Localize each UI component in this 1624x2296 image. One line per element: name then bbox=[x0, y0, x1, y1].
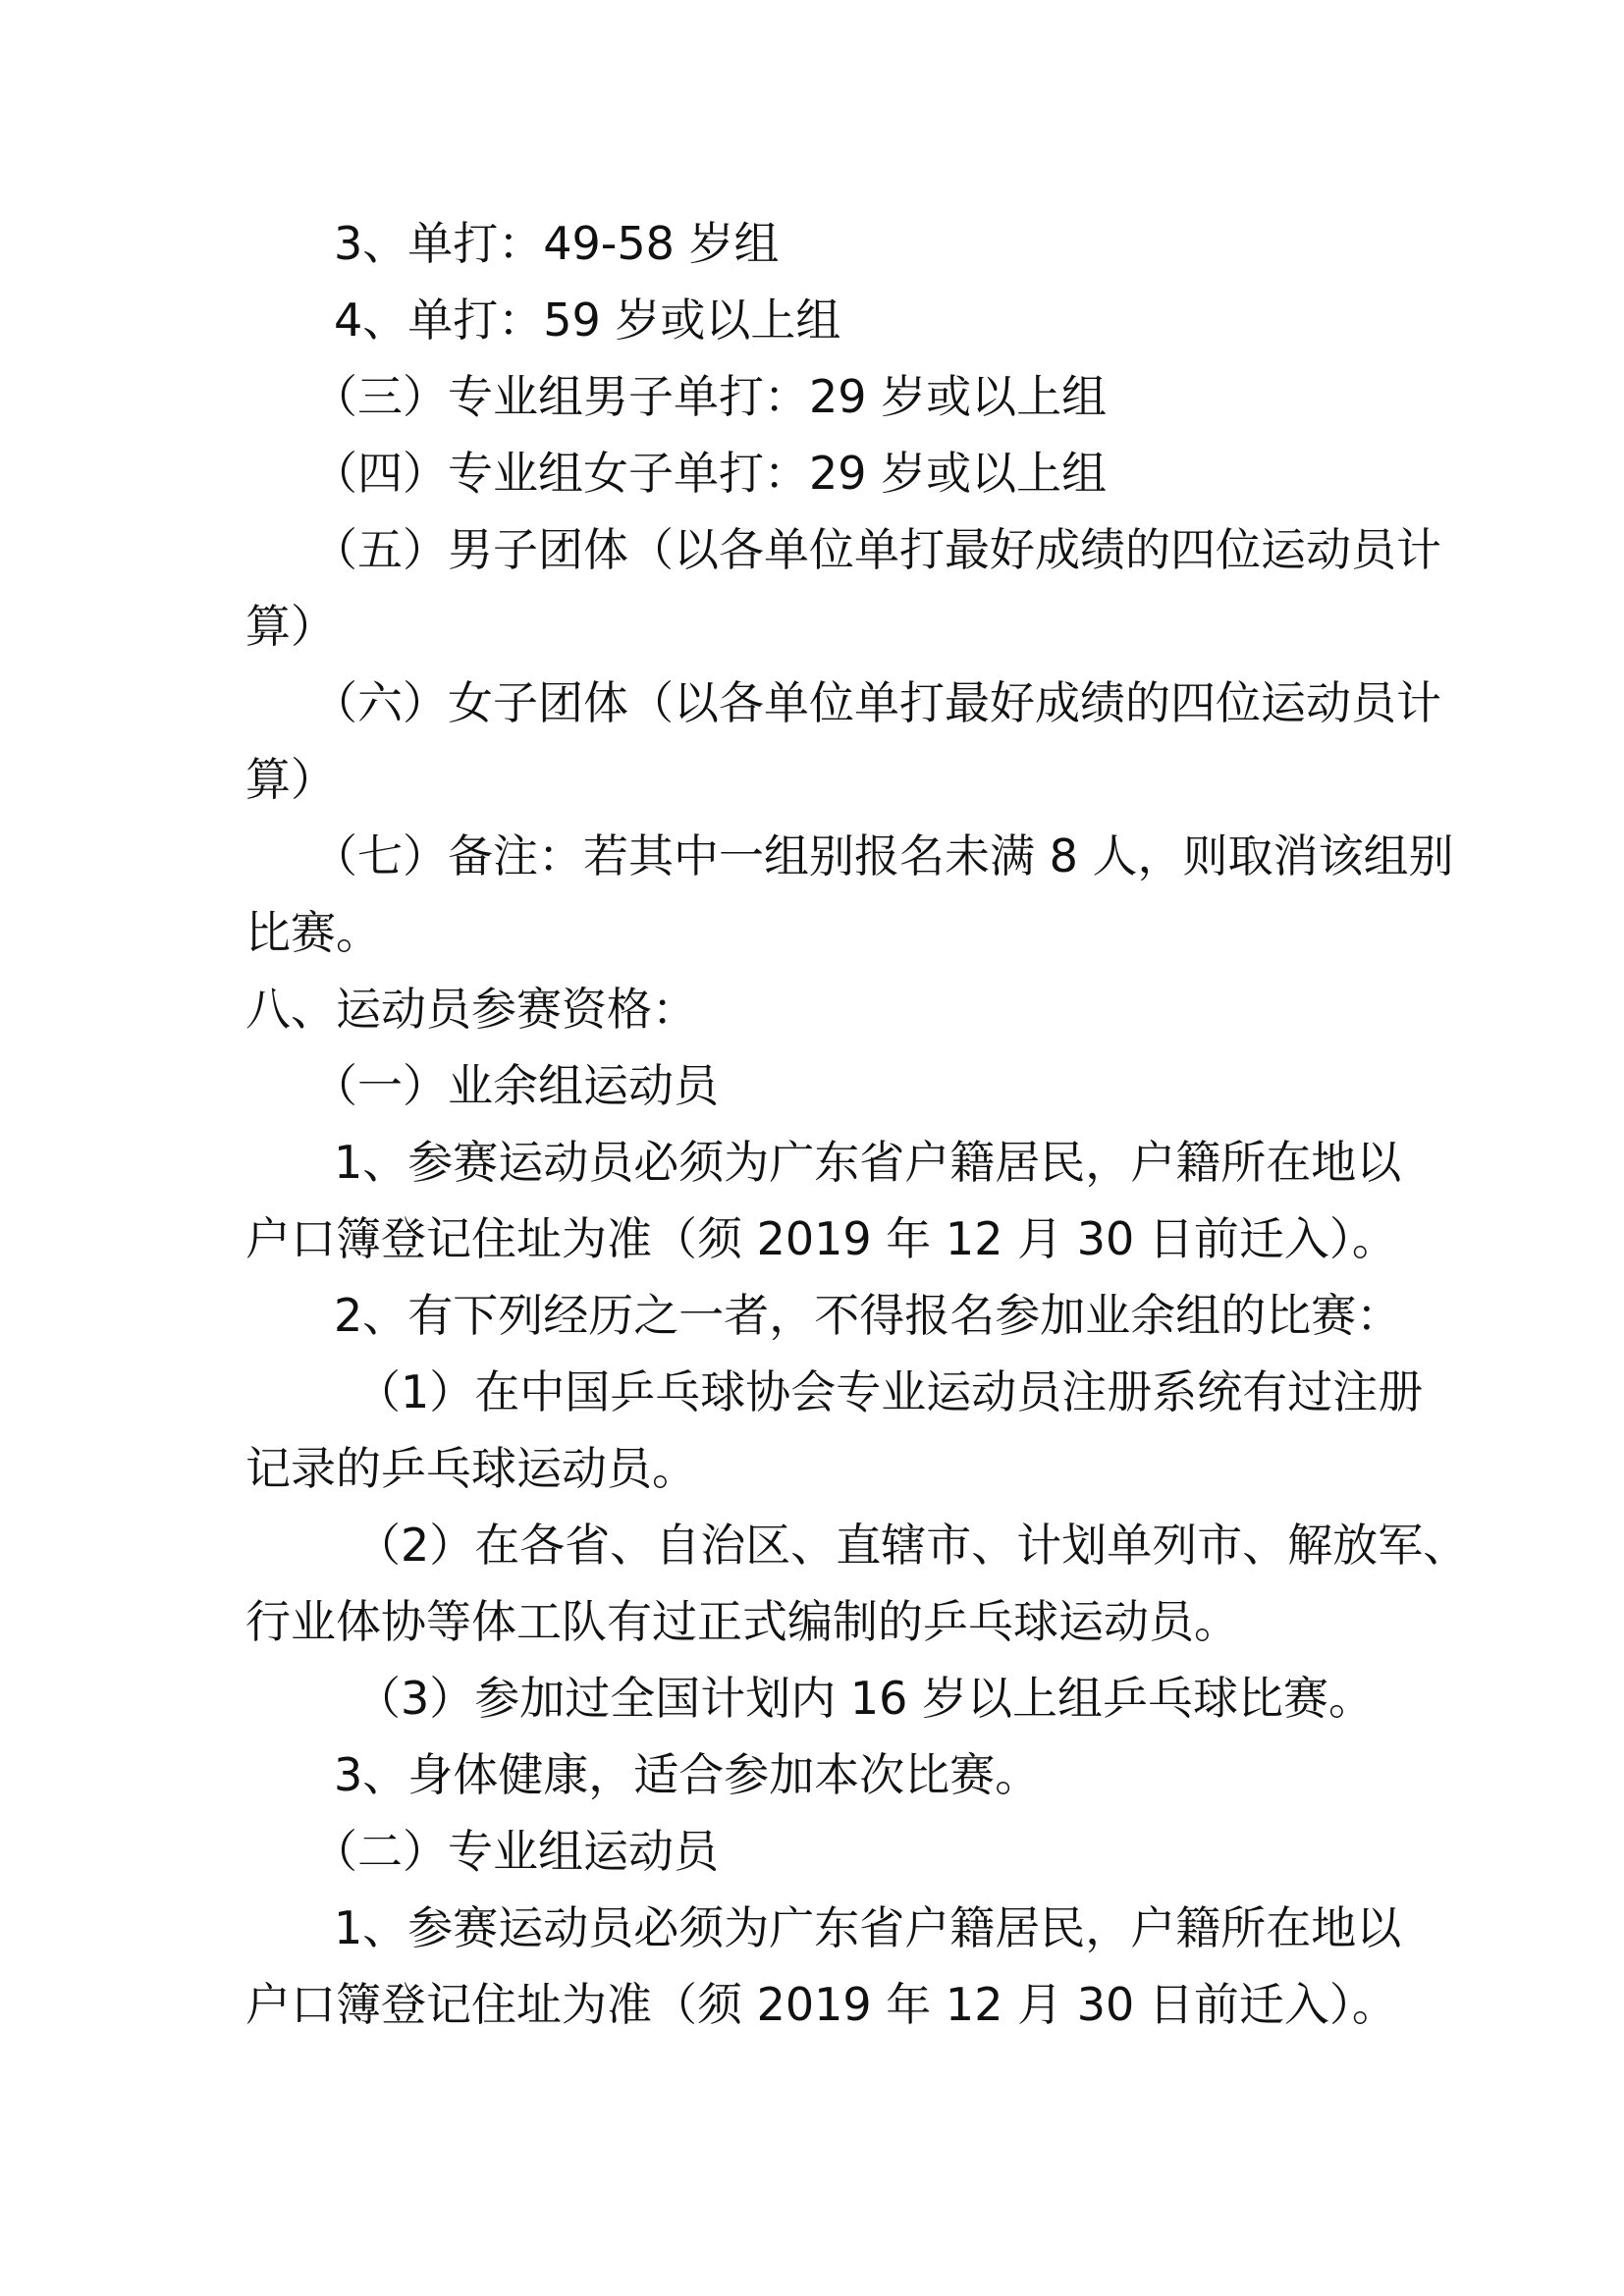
text-line-5: （五）男子团体（以各单位单打最好成绩的四位运动员计 bbox=[312, 523, 1441, 576]
text-line-17: 记录的乒乓球运动员。 bbox=[245, 1442, 697, 1495]
text-line-10: 比赛。 bbox=[245, 906, 381, 959]
text-line-1: 3、单打：49-58 岁组 bbox=[334, 217, 780, 270]
text-line-13: 1、参赛运动员必须为广东省户籍居民，户籍所在地以 bbox=[334, 1136, 1402, 1189]
text-line-6: 算） bbox=[245, 600, 336, 653]
text-line-18: （2）在各省、自治区、直辖市、计划单列市、解放军、 bbox=[355, 1519, 1469, 1572]
text-line-16: （1）在中国乒乓球协会专业运动员注册系统有过注册 bbox=[355, 1365, 1424, 1418]
text-line-23: 1、参赛运动员必须为广东省户籍居民，户籍所在地以 bbox=[334, 1901, 1402, 1954]
text-line-7: （六）女子团体（以各单位单打最好成绩的四位运动员计 bbox=[312, 676, 1441, 729]
text-line-21: 3、身体健康，适合参加本次比赛。 bbox=[334, 1748, 1041, 1801]
text-line-24: 户口簿登记住址为准（须 2019 年 12 月 30 日前迁入）。 bbox=[245, 1978, 1397, 2031]
text-line-2: 4、单打：59 岁或以上组 bbox=[334, 294, 841, 347]
text-line-9: （七）备注：若其中一组别报名未满 8 人，则取消该组别 bbox=[312, 829, 1454, 882]
text-line-4: （四）专业组女子单打：29 岁或以上组 bbox=[312, 447, 1108, 500]
text-line-3: （三）专业组男子单打：29 岁或以上组 bbox=[312, 370, 1108, 423]
text-line-15: 2、有下列经历之一者，不得报名参加业余组的比赛： bbox=[334, 1289, 1402, 1342]
text-line-19: 行业体协等体工队有过正式编制的乒乓球运动员。 bbox=[245, 1595, 1239, 1648]
text-line-22: （二）专业组运动员 bbox=[312, 1825, 719, 1878]
text-line-20: （3）参加过全国计划内 16 岁以上组乒乓球比赛。 bbox=[355, 1672, 1375, 1725]
text-line-8: 算） bbox=[245, 753, 336, 806]
section-heading-eligibility: 八、运动员参赛资格： bbox=[245, 983, 697, 1036]
text-line-12: （一）业余组运动员 bbox=[312, 1059, 719, 1112]
text-line-14: 户口簿登记住址为准（须 2019 年 12 月 30 日前迁入）。 bbox=[245, 1212, 1397, 1265]
